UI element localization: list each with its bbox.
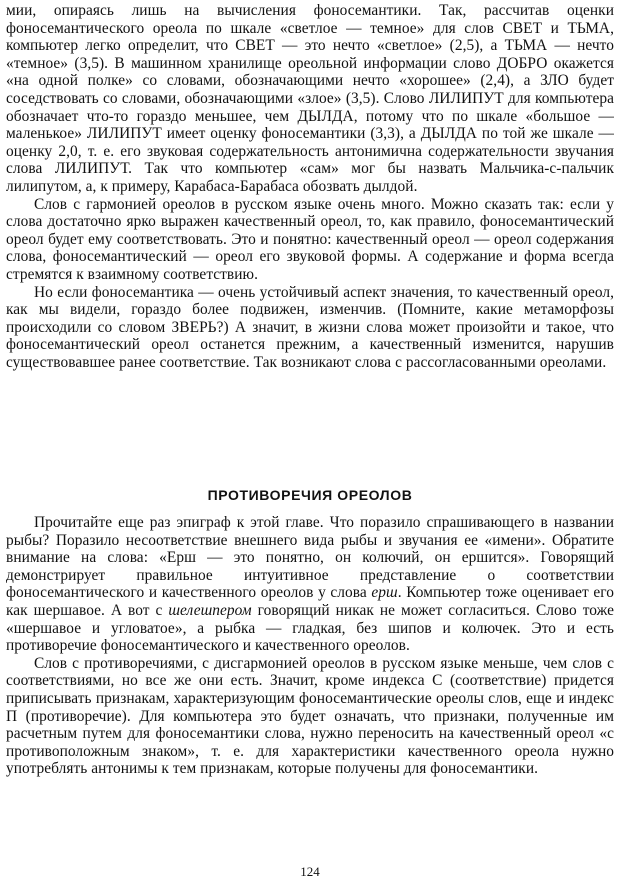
italic-word-sheleshper: шелешпером bbox=[168, 601, 252, 619]
paragraph-continuation: мии, опираясь лишь на вычисления фоносемантики. Так, рассчитав оценки фоносемантического ореола по шкале «светлое — темное» для слов СВЕТ и ТЬМА, компьютер легко определит, что СВЕТ — это нечто «светлое» (2,5), а ТЬМА — нечто «темное» (3,5). В машинном хранилище ореольной информации слово ДОБРО окажется «на одной полке» со словами, обозначающими нечто «хорошее» (2,4), а ЗЛО будет соседствовать со словами, обозначающими «злое» (3,5). Слово ЛИЛИПУТ для компьютера обозначает что-то гораздо меньшее, чем ДЫЛДА, потому что по шкале «большое — маленькое» ЛИЛИПУТ имеет оценку фоносемантики (3,3), а ДЫЛДА по той же шкале — оценку 2,0, т. е. его звуковая содержательность антонимична содержательности звучания слова ЛИЛИПУТ. Так что компьютер «сам» мог бы назвать Мальчика-с-пальчик лилипутом, а, к примеру, Карабаса-Барабаса обозвать дылдой. bbox=[6, 2, 614, 195]
paragraph-epigraph-part3: говорящий никак не может согласиться. Слово тоже «шершавое и угловатое», а рыбка — гладкая, без шипов и колючек. Это и есть противоречие фоносемантического и качественного ореолов. bbox=[6, 601, 615, 655]
page-number: 124 bbox=[300, 864, 320, 879]
text-before-heading bbox=[6, 2, 614, 371]
italic-word-ersh: ерш bbox=[371, 584, 398, 602]
paragraph-epigraph bbox=[6, 514, 614, 655]
paragraph-contradictions: Слов с противоречиями, с дисгармонией ореолов в русском языке меньше, чем слов с соответствиями, но все же они есть. Значит, кроме индекса С (соответствие) придется приписывать признакам, характеризующим фоносемантические ореолы слов, еще и индекс П (противоречие). Для компьютера это будет означать, что признаки, полученные им расчетным путем для фоносемантики слова, нужно переносить на качественный ореол «с противоположным знаком», т. е. для характеристики качественного ореола нужно употреблять антонимы к тем признакам, которые получены для фоносемантики. bbox=[6, 654, 614, 778]
text-after-heading bbox=[6, 514, 614, 778]
paragraph-phonosemantics-stable: Но если фоносемантика — очень устойчивый аспект значения, то качественный ореол, как мы видели, гораздо более подвижен, изменчив. (Помните, какие метаморфозы происходили со словом ЗВЕРЬ?) А значит, в жизни слова может произойти и такое, что фоносемантический ореол останется прежним, а качественный изменится, нарушив существовавшее ранее соответствие. Так возникают слова с рассогласованными ореолами. bbox=[6, 283, 614, 371]
section-heading: ПРОТИВОРЕЧИЯ ОРЕОЛОВ bbox=[207, 487, 413, 503]
paragraph-epigraph-part1: Прочитайте еще раз эпиграф к этой главе. Что поразило спрашивающего в названии рыбы? Поразило несоответствие внешнего вида рыбы и звучания ее «имени». Обратите внимание на слова: «Ерш — это понятно, он колючий, он ершится». Говорящий демонстрирует правильное интуитивное представление о соответствии фоносемантического и качественного ореолов у слова bbox=[6, 514, 614, 602]
paragraph-harmony: Слов с гармонией ореолов в русском языке очень много. Можно сказать так: если у слова достаточно ярко выражен качественный ореол, то, как правило, фоносемантический ореол будет ему соответствовать. Это и понятно: качественный ореол — ореол содержания слова, фоносемантический — ореол его звуковой формы. А содержание и форма всегда стремятся к взаимному соответствию. bbox=[6, 195, 614, 283]
paragraph-epigraph-part2: . Компьютер тоже оценивает его как шершавое. А вот с bbox=[6, 584, 614, 619]
